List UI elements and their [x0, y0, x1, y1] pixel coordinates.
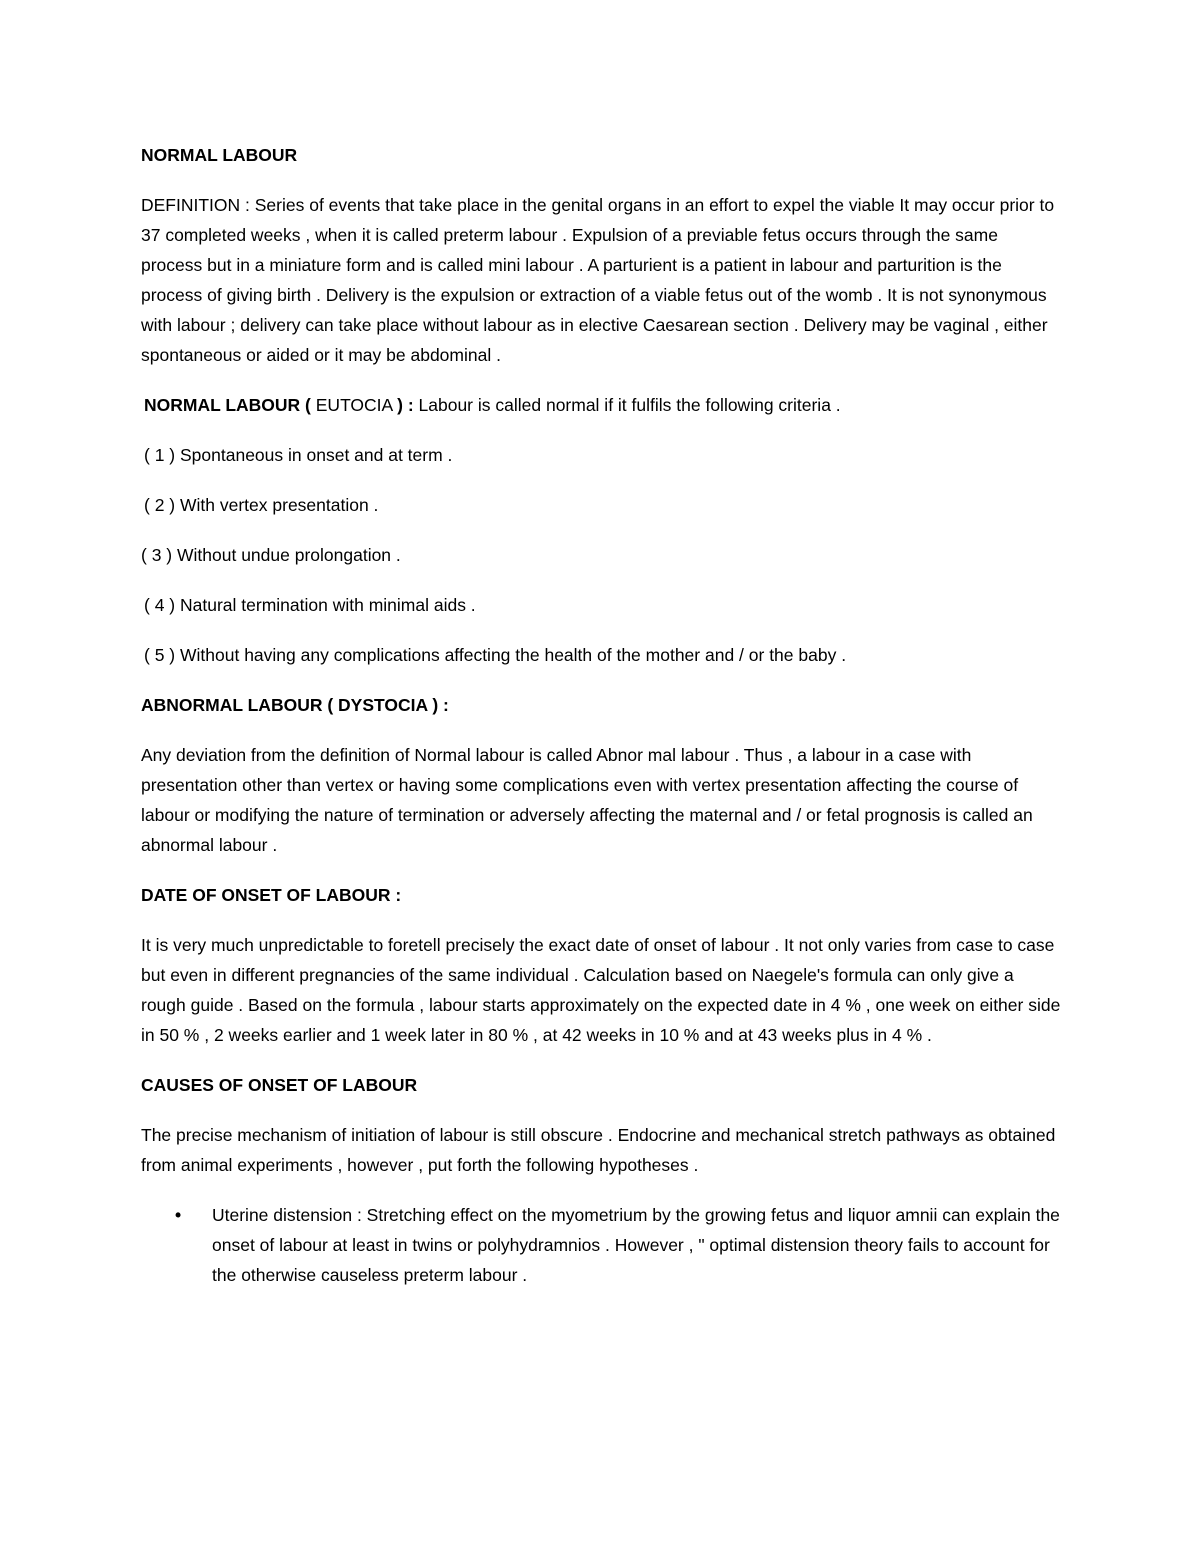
causes-heading: CAUSES OF ONSET OF LABOUR: [141, 1075, 418, 1095]
criteria-text: Natural termination with minimal aids .: [180, 595, 476, 615]
list-item: [141, 1200, 1061, 1290]
abnormal-labour-paragraph: Any deviation from the definition of Normal labour is called Abnor mal labour . Thus , a labour in a case with presentation other than vertex or having some complications even with vertex presentation affecting the course of labour or modifying the nature of termination or adversely affecting the maternal and / or fetal prognosis is called an abnormal labour .: [141, 745, 1033, 855]
criteria-item: [141, 540, 1061, 570]
criteria-text: Spontaneous in onset and at term .: [180, 445, 453, 465]
criteria-number: ( 3 ): [141, 545, 173, 565]
normal-labour-text: Labour is called normal if it fulfils the following criteria .: [413, 395, 841, 415]
abnormal-labour-heading: ABNORMAL LABOUR ( DYSTOCIA ) :: [141, 695, 449, 715]
hypotheses-list: [141, 1200, 1061, 1290]
normal-labour-paragraph: [141, 390, 1061, 420]
criteria-text: Without having any complications affecting the health of the mother and / or the baby .: [180, 645, 847, 665]
list-item-text: Uterine distension : Stretching effect on the myometrium by the growing fetus and liquor amnii can explain the onset of labour at least in twins or polyhydramnios . However , " optimal distension theory fails to account for the otherwise causeless preterm labour .: [212, 1205, 1060, 1285]
criteria-number: ( 5 ): [144, 645, 176, 665]
criteria-item: [141, 640, 1061, 670]
criteria-number: ( 4 ): [144, 595, 176, 615]
criteria-text: Without undue prolongation .: [177, 545, 401, 565]
normal-labour-label: NORMAL LABOUR (: [144, 395, 311, 415]
document-page: [141, 140, 1061, 1290]
causes-paragraph: The precise mechanism of initiation of labour is still obscure . Endocrine and mechanical stretch pathways as obtained from animal experiments , however , put forth the following hypotheses .: [141, 1125, 1056, 1175]
criteria-number: ( 2 ): [144, 495, 176, 515]
eutocia-label: EUTOCIA: [310, 395, 398, 415]
criteria-item: [141, 490, 1061, 520]
page-title: NORMAL LABOUR: [141, 145, 298, 165]
date-onset-heading: DATE OF ONSET OF LABOUR :: [141, 885, 402, 905]
normal-labour-label-end: ) :: [397, 395, 414, 415]
bullet-icon: •: [175, 1205, 182, 1225]
criteria-text: With vertex presentation .: [180, 495, 379, 515]
date-onset-paragraph: It is very much unpredictable to foretell precisely the exact date of onset of labour . It not only varies from case to case but even in different pregnancies of the same individual . Calculation based on Naegele's formula can only give a rough guide . Based on the formula , labour starts approximately on the expected date in 4 % , one week on either side in 50 % , 2 weeks earlier and 1 week later in 80 % , at 42 weeks in 10 % and at 43 weeks plus in 4 % .: [141, 935, 1061, 1045]
definition-paragraph: DEFINITION : Series of events that take place in the genital organs in an effort to expel the viable It may occur prior to 37 completed weeks , when it is called preterm labour . Expulsion of a previable fetus occurs through the same process but in a miniature form and is called mini labour . A parturient is a patient in labour and parturition is the process of giving birth . Delivery is the expulsion or extraction of a viable fetus out of the womb . It is not synonymous with labour ; delivery can take place without labour as in elective Caesarean section . Delivery may be vaginal , either spontaneous or aided or it may be abdominal .: [141, 195, 1055, 365]
criteria-number: ( 1 ): [144, 445, 176, 465]
criteria-item: [141, 440, 1061, 470]
criteria-item: [141, 590, 1061, 620]
